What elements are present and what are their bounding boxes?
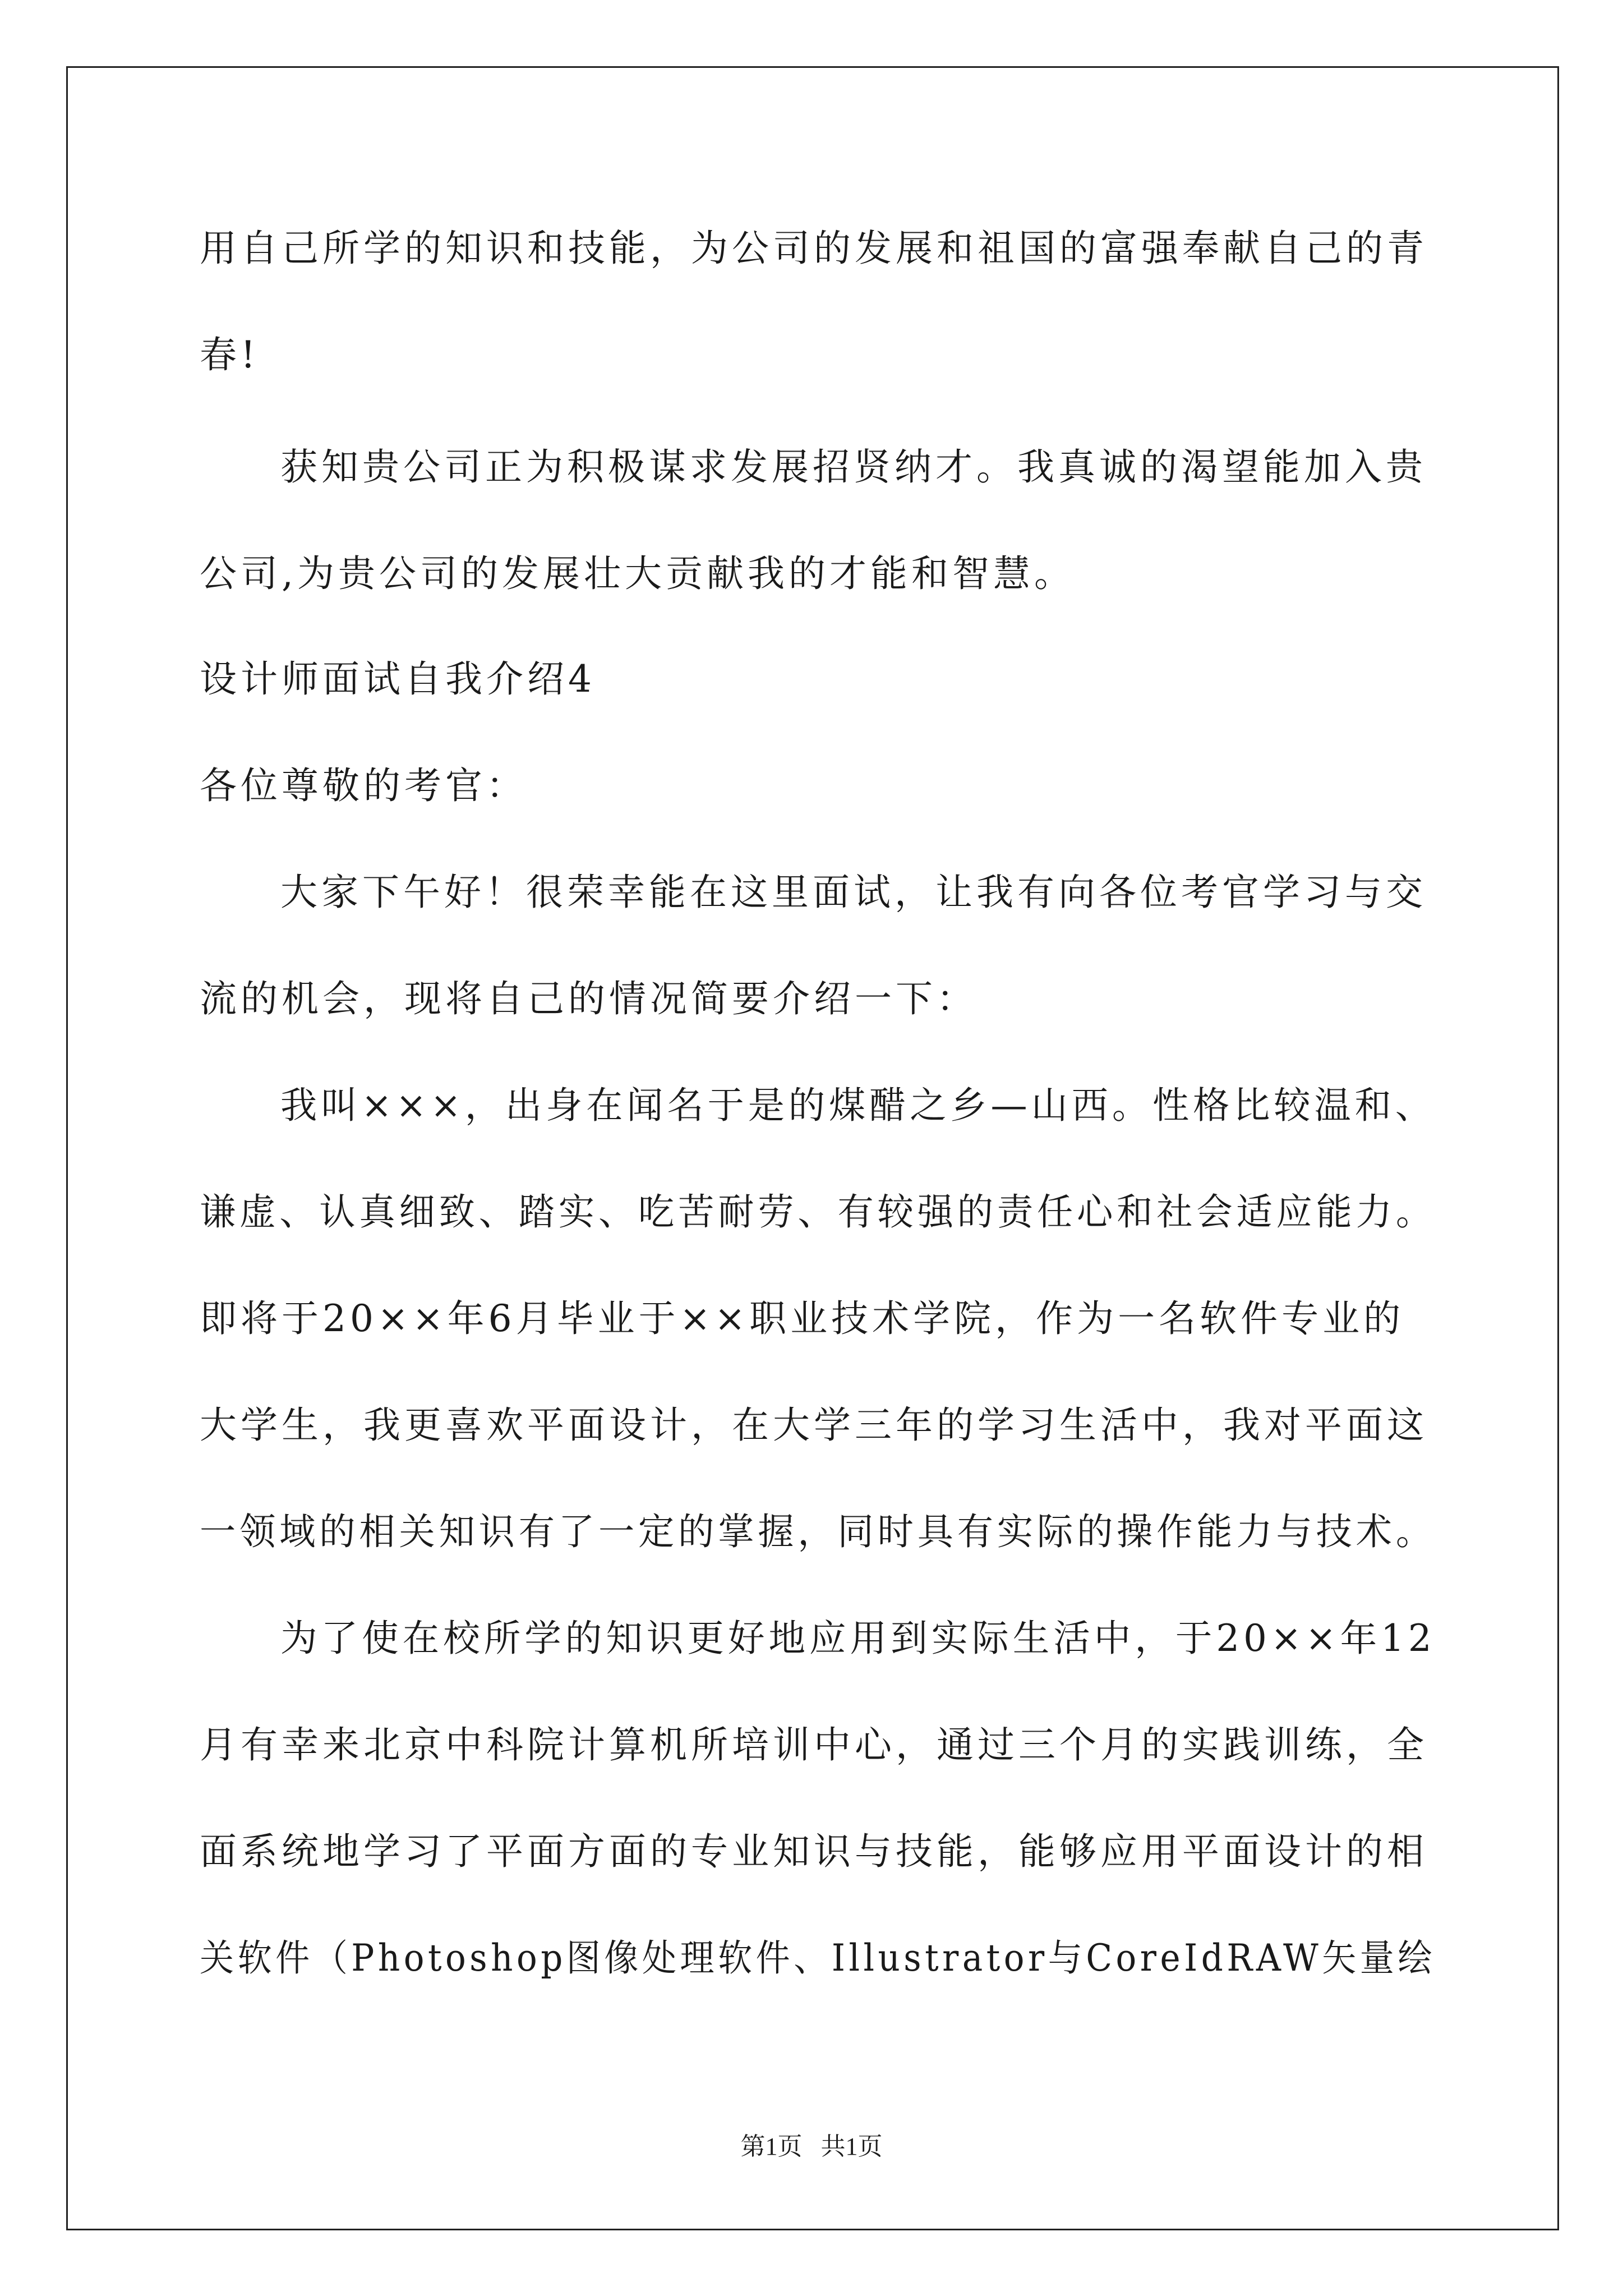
text-line: 一领域的相关知识有了一定的掌握，同时具有实际的操作能力与技术。 <box>200 1510 1436 1553</box>
text-line: 关软件（Photoshop图像处理软件、Illustrator与CoreIdRAW矢量绘 <box>200 1936 1436 1980</box>
text-line: 公司,为贵公司的发展壮大贡献我的才能和智慧。 <box>200 552 1075 595</box>
text-line: 流的机会，现将自己的情况简要介绍一下： <box>200 977 978 1020</box>
text-line: 获知贵公司正为积极谋求发展招贤纳才。我真诚的渴望能加入贵 <box>280 445 1427 489</box>
text-line: 即将于20××年6月毕业于××职业技术学院，作为一名软件专业的 <box>200 1297 1405 1340</box>
text-line: 为了使在校所学的知识更好地应用到实际生活中，于20××年12 <box>280 1617 1436 1660</box>
text-line: 我叫×××，出身在闻名于是的煤醋之乡—山西。性格比较温和、 <box>280 1084 1436 1127</box>
text-line: 春! <box>200 333 260 376</box>
section-heading: 设计师面试自我介绍4 <box>200 657 596 701</box>
page-footer: 第1页 共1页 <box>740 2133 883 2160</box>
text-line: 用自己所学的知识和技能，为公司的发展和祖国的富强奉献自己的青 <box>200 227 1428 270</box>
text-line: 大学生，我更喜欢平面设计，在大学三年的学习生活中，我对平面这 <box>200 1404 1428 1447</box>
salutation: 各位尊敬的考官： <box>200 764 527 807</box>
text-line: 谦虚、认真细致、踏实、吃苦耐劳、有较强的责任心和社会适应能力。 <box>200 1190 1436 1234</box>
text-line: 月有幸来北京中科院计算机所培训中心，通过三个月的实践训练，全 <box>200 1723 1428 1766</box>
text-line: 大家下午好！很荣幸能在这里面试，让我有向各位考官学习与交 <box>280 871 1427 914</box>
page-border <box>66 66 1559 2230</box>
text-line: 面系统地学习了平面方面的专业知识与技能，能够应用平面设计的相 <box>200 1830 1428 1873</box>
